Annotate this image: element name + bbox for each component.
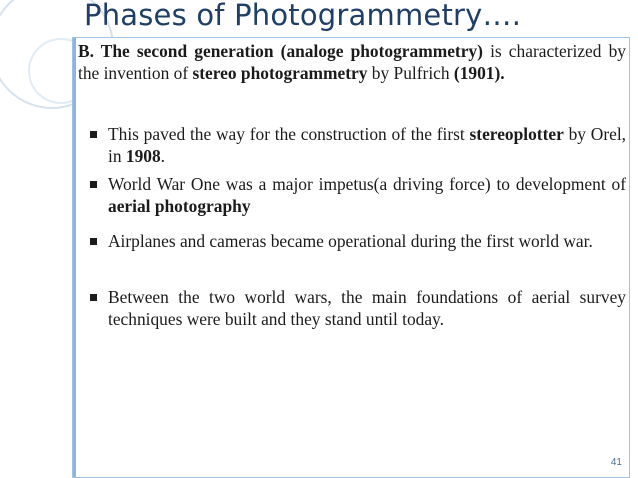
bullet-text: Airplanes and cameras became operational during the first world war. <box>108 231 593 251</box>
bullet-icon <box>90 238 97 245</box>
bullet-text-part: . <box>160 145 166 166</box>
intro-text-1: is characterized by the invention of <box>78 41 627 83</box>
intro-heading: B. The second generation (analoge photogrammetry) <box>78 41 483 61</box>
bullet-bold-term: aerial photography <box>108 195 251 216</box>
bullet-icon <box>90 131 97 138</box>
bullet-text <box>108 124 626 167</box>
intro-paragraph <box>78 41 626 84</box>
intro-text-2: by Pulfrich <box>367 62 454 83</box>
bullet-bold-year: 1908 <box>125 145 161 166</box>
bullet-icon <box>90 181 97 188</box>
bullet-text-part: This paved the way for the construction of the first <box>108 124 470 144</box>
bullet-text-part: World War One was a major impetus(a driving force) to development of <box>108 174 626 194</box>
bullet-text-part: by Orel, in <box>108 124 627 166</box>
bullet-text <box>108 174 626 217</box>
bullet-icon <box>90 294 97 301</box>
bullet-text: Between the two world wars, the main foundations of aerial survey techniques were built and they stand until today. <box>108 287 626 329</box>
intro-term: stereo photogrammetry <box>192 62 368 83</box>
bullet-bold-term: stereoplotter <box>469 124 564 144</box>
slide-title: Phases of Photogrammetry…. <box>84 0 522 32</box>
page-number: 41 <box>610 457 622 468</box>
intro-year: (1901). <box>453 62 505 83</box>
content-panel <box>72 37 630 478</box>
